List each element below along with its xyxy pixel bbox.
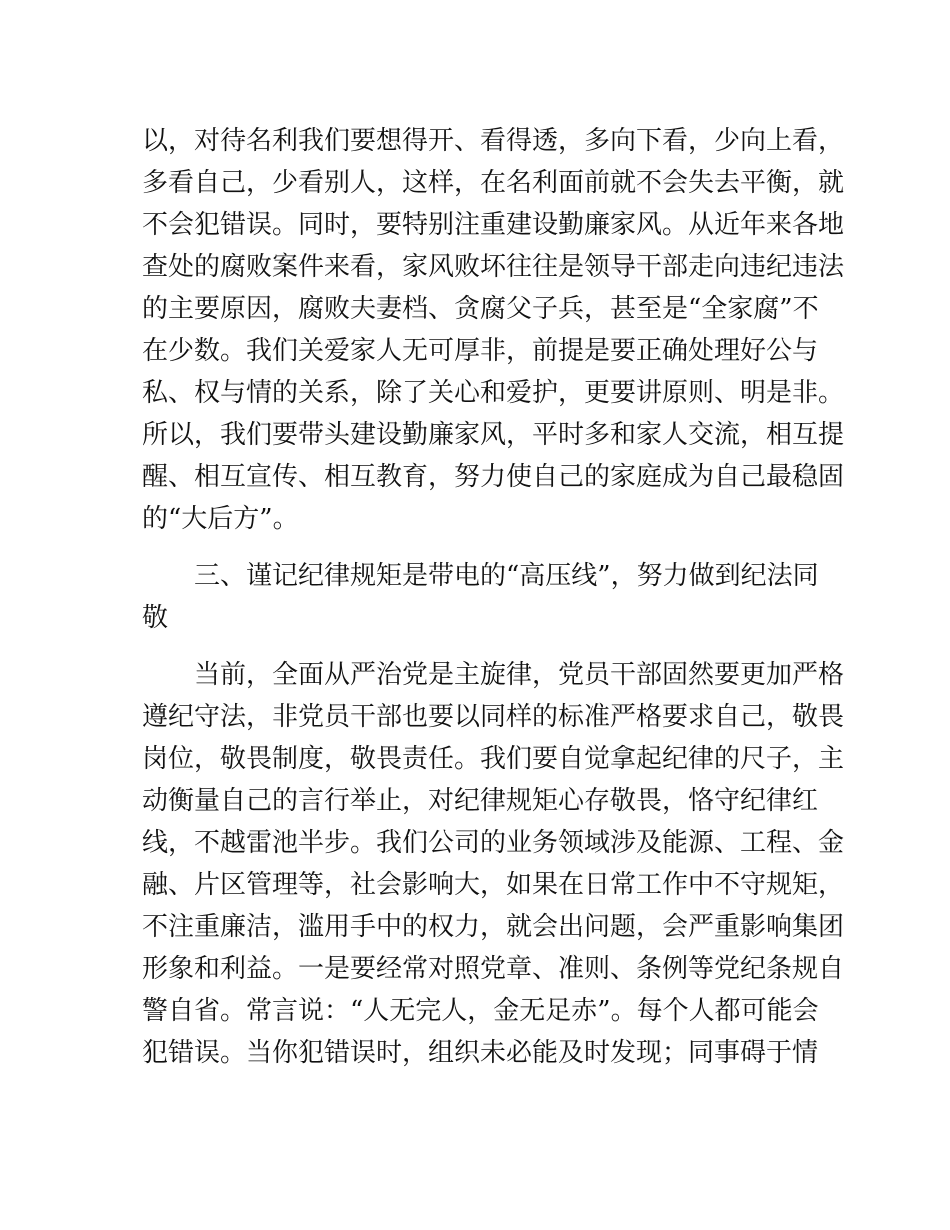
text-line: 查处的腐败案件来看，家风败坏往往是领导干部走向违纪违法 bbox=[142, 252, 845, 282]
text-line: 所以，我们要带头建设勤廉家风，平时多和家人交流，相互提 bbox=[142, 420, 845, 450]
text-line: 多看自己，少看别人，这样，在名利面前就不会失去平衡，就 bbox=[142, 168, 845, 198]
text-line: 融、片区管理等，社会影响大，如果在日常工作中不守规矩， bbox=[142, 870, 845, 900]
text-line: 线，不越雷池半步。我们公司的业务领域涉及能源、工程、金 bbox=[142, 828, 845, 858]
text-line: 私、权与情的关系，除了关心和爱护，更要讲原则、明是非。 bbox=[142, 378, 845, 408]
section-heading-line: 敬 bbox=[142, 603, 169, 633]
text-line: 的主要原因，腐败夫妻档、贪腐父子兵，甚至是“全家腐”不 bbox=[142, 294, 819, 324]
text-line: 遵纪守法，非党员干部也要以同样的标准严格要求自己，敬畏 bbox=[142, 702, 845, 732]
text-line: 警自省。常言说：“人无完人，金无足赤”。每个人都可能会 bbox=[142, 996, 819, 1026]
text-line: 醒、相互宣传、相互教育，努力使自己的家庭成为自己最稳固 bbox=[142, 462, 845, 492]
text-line: 形象和利益。一是要经常对照党章、准则、条例等党纪条规自 bbox=[142, 954, 845, 984]
text-line: 当前，全面从严治党是主旋律，党员干部固然要更加严格 bbox=[194, 660, 845, 690]
text-line: 的“大后方”。 bbox=[142, 504, 299, 534]
text-line: 以，对待名利我们要想得开、看得透，多向下看，少向上看， bbox=[142, 126, 845, 156]
text-line: 不会犯错误。同时，要特别注重建设勤廉家风。从近年来各地 bbox=[142, 210, 845, 240]
section-heading-line: 三、谨记纪律规矩是带电的“高压线”，努力做到纪法同 bbox=[194, 561, 819, 591]
text-line: 岗位，敬畏制度，敬畏责任。我们要自觉拿起纪律的尺子，主 bbox=[142, 744, 845, 774]
text-line: 动衡量自己的言行举止，对纪律规矩心存敬畏，恪守纪律红 bbox=[142, 786, 819, 816]
text-line: 在少数。我们关爱家人无可厚非，前提是要正确处理好公与 bbox=[142, 336, 819, 366]
text-line: 不注重廉洁，滥用手中的权力，就会出问题，会严重影响集团 bbox=[142, 912, 845, 942]
text-line: 犯错误。当你犯错误时，组织未必能及时发现；同事碍于情 bbox=[142, 1038, 819, 1068]
